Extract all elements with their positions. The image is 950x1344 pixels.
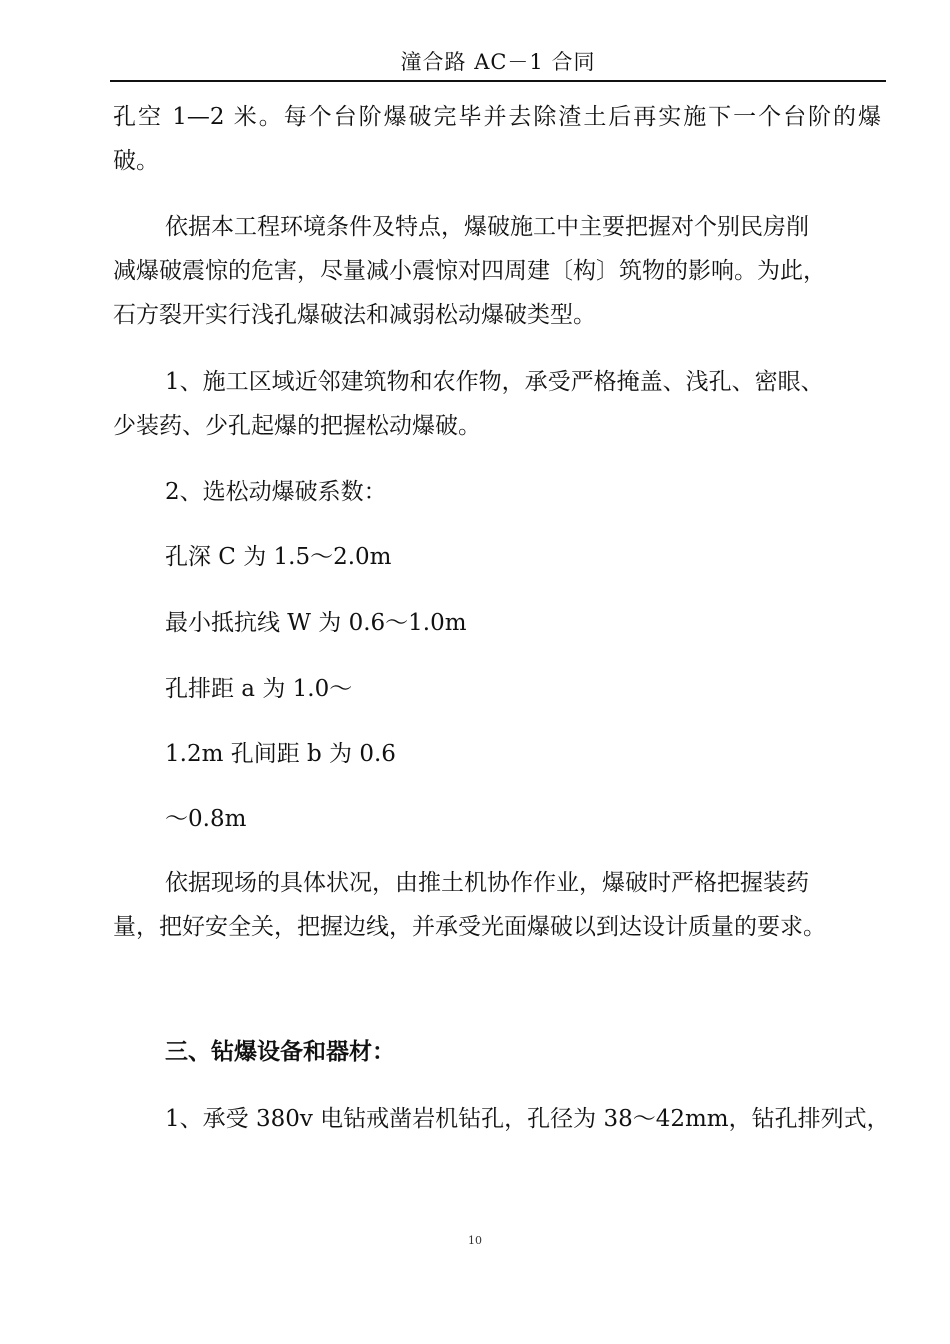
- body-line-14: 依据现场的具体状况，由推土机协作作业，爆破时严格把握装药: [165, 870, 809, 896]
- body-line-15: 量，把好安全关，把握边线，并承受光面爆破以到达设计质量的要求。: [113, 914, 826, 940]
- body-line-3: 依据本工程环境条件及特点，爆破施工中主要把握对个别民房削: [165, 214, 809, 240]
- body-line-6: 1、施工区域近邻建筑物和农作物，承受严格掩盖、浅孔、密眼、: [165, 369, 824, 395]
- body-line-4: 减爆破震惊的危害，尽量减小震惊对四周建〔构〕筑物的影响。为此，: [113, 258, 826, 284]
- page-header-title: 潼合路 AC－1 合同: [400, 50, 596, 74]
- body-line-5: 石方裂开实行浅孔爆破法和减弱松动爆破类型。: [113, 302, 596, 328]
- body-line-10: 最小抵抗线 W 为 0.6～1.0m: [165, 610, 467, 636]
- header-divider: [110, 80, 886, 82]
- body-line-7: 少装药、少孔起爆的把握松动爆破。: [113, 413, 481, 439]
- body-line-17: 1、承受 380v 电钻戒凿岩机钻孔，孔径为 38～42mm，钻孔排列式，: [165, 1106, 890, 1132]
- body-line-1: 孔空 1—2 米。每个台阶爆破完毕并去除渣土后再实施下一个台阶的爆: [113, 104, 881, 130]
- body-line-12: 1.2m 孔间距 b 为 0.6: [165, 741, 396, 767]
- section-heading: 三、钻爆设备和器材：: [165, 1038, 395, 1065]
- page-number: 10: [468, 1234, 482, 1247]
- body-line-9: 孔深 C 为 1.5～2.0m: [165, 544, 392, 570]
- body-line-13: ～0.8m: [165, 806, 247, 832]
- body-line-8: 2、选松动爆破系数：: [165, 479, 387, 505]
- body-line-11: 孔排距 a 为 1.0～: [165, 676, 353, 702]
- body-line-2: 破。: [113, 148, 159, 174]
